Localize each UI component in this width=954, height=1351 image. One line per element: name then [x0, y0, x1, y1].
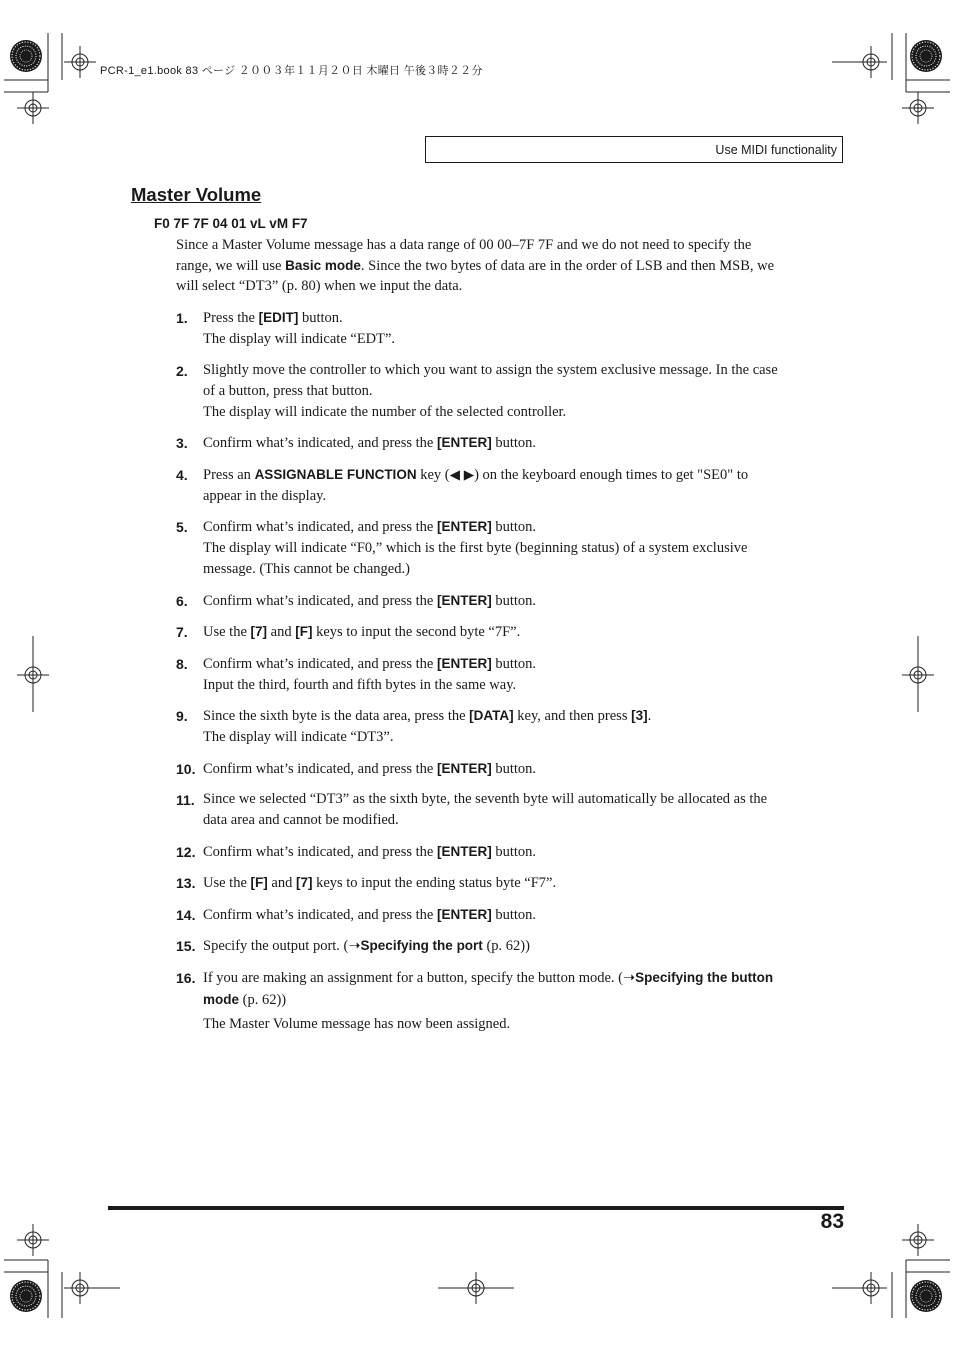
step-text-run: button.	[491, 519, 537, 535]
step-text-run: Use the	[203, 624, 251, 640]
step-text	[203, 653, 782, 696]
step-number: 8.	[176, 655, 188, 672]
step-text-run: ➝	[623, 969, 636, 986]
step-key-label: ◀ ▶	[449, 466, 475, 482]
step-text-run: button.	[491, 843, 537, 860]
step-text-run: The display will indicate “F0,” which is the first byte (beginning status) of a system exclusive message. (This cannot be changed.)	[203, 540, 748, 577]
section-label: Use MIDI functionality	[715, 143, 837, 157]
step-text-run: and	[267, 624, 296, 640]
step-key-label: ASSIGNABLE FUNCTION	[254, 466, 417, 482]
step-item	[176, 705, 782, 748]
step-text-run: Use the	[203, 875, 251, 891]
page-title: Master Volume	[131, 184, 262, 205]
step-text	[203, 516, 782, 580]
step-key-label: [F]	[295, 624, 313, 639]
step-number: 7.	[176, 624, 188, 640]
step-text	[203, 432, 782, 454]
step-text-run: button.	[491, 655, 537, 672]
step-text-run: Since the sixth byte is the data area, press the	[203, 708, 470, 724]
step-text-run: button.	[491, 592, 537, 609]
step-text-run: Specify the output port. (	[203, 938, 349, 954]
step-text-run: Input the third, fourth and fifth bytes in the same way.	[203, 676, 517, 693]
step-text-run: (p. 62))	[239, 991, 287, 1008]
step-item	[176, 516, 782, 580]
step-item	[176, 360, 782, 423]
step-item	[176, 621, 782, 643]
step-text-run: key, and then press	[513, 708, 632, 724]
step-text	[203, 789, 782, 831]
step-key-label: [EDIT]	[258, 310, 299, 325]
step-text-run: Slightly move the controller to which you want to assign the system exclusive message. In the case of a button, press that button.	[203, 361, 778, 399]
step-text-run: Confirm what’s indicated, and press the	[203, 592, 437, 609]
step-text-run: (p. 62))	[482, 938, 530, 954]
step-key-label: [F]	[250, 875, 268, 890]
step-text	[203, 360, 782, 423]
step-text-run: Confirm what’s indicated, and press the	[203, 906, 437, 923]
step-text	[203, 705, 782, 748]
step-item	[176, 841, 782, 863]
step-key-label: [ENTER]	[436, 906, 492, 922]
step-key-label: [3]	[631, 708, 648, 723]
step-text	[203, 758, 782, 780]
procedure-steps	[176, 307, 782, 1020]
step-number: 2.	[176, 362, 188, 379]
step-key-label: [ENTER]	[436, 760, 492, 776]
step-text-run: ➝	[348, 938, 361, 954]
step-text-run: .	[647, 708, 652, 724]
step-item	[176, 432, 782, 454]
step-number: 5.	[176, 519, 188, 535]
step-text-run: key (	[416, 466, 450, 483]
intro-text-1: Since a Master Volume message has a data range of 00 00–7F 7F and we do not need to specify the range, we will use	[176, 237, 752, 274]
intro-bold: Basic mode	[285, 257, 361, 273]
step-number: 12.	[176, 843, 196, 860]
step-number: 9.	[176, 708, 188, 724]
step-key-label: [ENTER]	[436, 592, 492, 608]
step-text	[203, 590, 782, 612]
step-item	[176, 967, 782, 1011]
step-item	[176, 904, 782, 926]
step-number: 15.	[176, 938, 196, 954]
step-text	[203, 621, 782, 643]
intro-paragraph	[176, 235, 782, 297]
step-key-label: [ENTER]	[436, 519, 492, 534]
step-item	[176, 789, 782, 831]
closing-note: The Master Volume message has now been assigned.	[203, 1016, 511, 1032]
step-key-label: [ENTER]	[436, 655, 492, 671]
step-text-run: Confirm what’s indicated, and press the	[203, 760, 437, 777]
step-text-run: Confirm what’s indicated, and press the	[203, 655, 437, 672]
step-text-run: ) on the keyboard enough times to get "SE0" to appear in the display.	[203, 466, 749, 504]
step-text	[203, 967, 782, 1011]
step-text	[203, 841, 782, 863]
step-key-label: [7]	[250, 624, 268, 639]
step-text-run: If you are making an assignment for a button, specify the button mode. (	[203, 969, 623, 986]
step-key-label: Specifying the button mode	[203, 969, 774, 1007]
step-key-label: [ENTER]	[436, 435, 492, 450]
step-text	[203, 464, 782, 507]
step-text	[203, 872, 782, 894]
step-key-label: [DATA]	[469, 708, 514, 723]
step-text	[203, 935, 782, 957]
step-text-run: Press an	[203, 466, 255, 483]
step-key-label: Specifying the port	[360, 938, 483, 953]
footer-rule	[108, 1206, 844, 1210]
step-text-run: button.	[298, 310, 343, 326]
step-item	[176, 872, 782, 894]
step-item	[176, 653, 782, 696]
step-text-run: The display will indicate “DT3”.	[203, 729, 394, 745]
step-item	[176, 590, 782, 612]
step-text-run: The display will indicate “EDT”.	[203, 331, 396, 347]
step-key-label: [7]	[295, 875, 313, 890]
page-number: 83	[820, 1210, 844, 1233]
step-item	[176, 935, 782, 957]
step-number: 16.	[176, 969, 196, 986]
step-number: 3.	[176, 435, 188, 451]
section-header-box	[425, 136, 843, 163]
step-item	[176, 307, 782, 350]
message-bytes-heading: F0 7F 7F 04 01 vL vM F7	[154, 216, 308, 231]
step-text-run: Confirm what’s indicated, and press the	[203, 843, 437, 860]
step-text-run: button.	[491, 435, 537, 451]
step-text-run: Confirm what’s indicated, and press the	[203, 519, 437, 535]
step-number: 6.	[176, 592, 188, 609]
step-text-run: keys to input the second byte “7F”.	[312, 624, 521, 640]
step-text	[203, 904, 782, 926]
step-text-run: button.	[491, 906, 537, 923]
step-item	[176, 464, 782, 507]
step-number: 1.	[176, 310, 188, 326]
step-item	[176, 758, 782, 780]
step-text-run: The display will indicate the number of the selected controller.	[203, 403, 567, 420]
intro-text-2: . Since the two bytes of data are in the order of LSB and then MSB, we will select “DT3” (p. 80) when we input the data.	[176, 257, 775, 294]
step-text-run: Press the	[203, 310, 259, 326]
step-number: 13.	[176, 875, 196, 891]
step-text-run: keys to input the ending status byte “F7”.	[312, 875, 557, 891]
step-text-run: and	[267, 875, 296, 891]
step-text-run: Confirm what’s indicated, and press the	[203, 435, 437, 451]
step-number: 10.	[176, 760, 196, 777]
step-number: 14.	[176, 906, 196, 923]
print-metadata: PCR-1_e1.book 83 ページ ２００３年１１月２０日 木曜日 午後３時２２分	[100, 65, 483, 77]
step-text-run: Since we selected “DT3” as the sixth byte, the seventh byte will automatically be allocated as the data area and cannot be modified.	[203, 791, 768, 828]
step-key-label: [ENTER]	[436, 843, 492, 859]
step-number: 11.	[176, 792, 195, 808]
step-text-run: button.	[491, 760, 537, 777]
step-number: 4.	[176, 466, 188, 483]
step-text	[203, 307, 782, 350]
